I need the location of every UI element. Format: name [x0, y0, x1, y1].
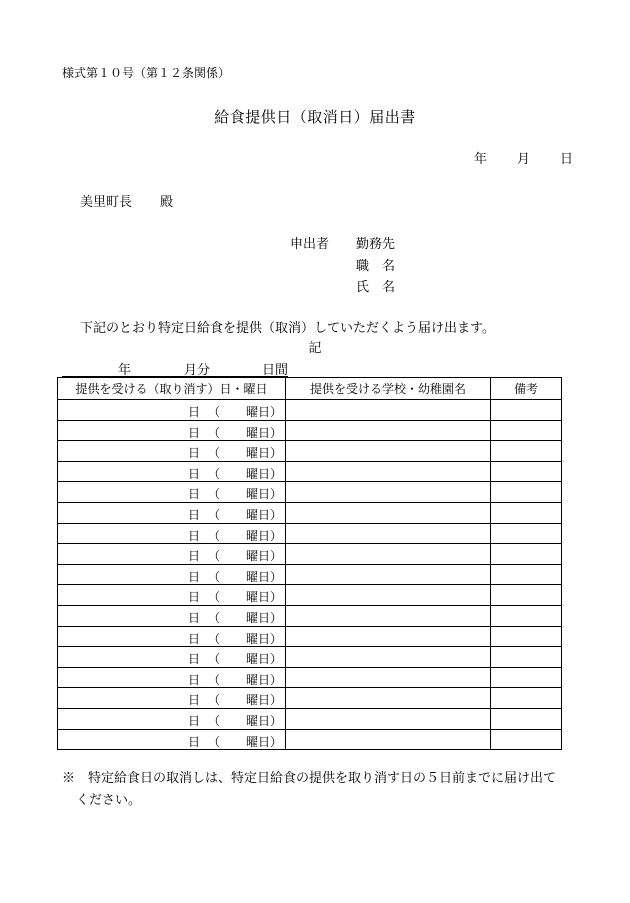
date-month: 月	[517, 152, 531, 167]
ki-heading: 記	[308, 341, 322, 356]
date-cell[interactable]	[58, 441, 286, 462]
table-row	[58, 544, 562, 565]
day-label: 日	[188, 405, 201, 419]
school-cell[interactable]	[286, 482, 491, 503]
period-month: 月分	[184, 363, 211, 378]
remarks-cell[interactable]	[491, 523, 562, 544]
weekday-label: 曜日）	[246, 631, 283, 646]
addressee-name: 美里町長	[80, 195, 133, 210]
date-cell[interactable]	[58, 708, 286, 729]
paren-open: （	[208, 734, 221, 749]
date-cell[interactable]	[58, 544, 286, 565]
school-cell[interactable]	[286, 626, 491, 647]
applicant-block	[290, 234, 395, 299]
date-year: 年	[474, 152, 488, 167]
remarks-cell[interactable]	[491, 400, 562, 421]
document-title: 給食提供日（取消日）届出書	[214, 108, 416, 126]
remarks-cell[interactable]	[491, 729, 562, 750]
school-cell[interactable]	[286, 729, 491, 750]
remarks-cell[interactable]	[491, 605, 562, 626]
weekday-label: 曜日）	[246, 693, 283, 708]
date-cell[interactable]	[58, 564, 286, 585]
date-cell[interactable]	[58, 502, 286, 523]
table-row	[58, 564, 562, 585]
day-label: 日	[188, 734, 201, 749]
school-cell[interactable]	[286, 523, 491, 544]
table-row	[58, 605, 562, 626]
header-date: 提供を受ける（取り消す）日・曜日	[58, 378, 286, 400]
paren-open: （	[208, 652, 221, 667]
school-cell[interactable]	[286, 605, 491, 626]
paren-open: （	[208, 610, 221, 625]
date-cell[interactable]	[58, 420, 286, 441]
table-row	[58, 502, 562, 523]
remarks-cell[interactable]	[491, 585, 562, 606]
day-label: 日	[188, 610, 201, 625]
school-cell[interactable]	[286, 502, 491, 523]
remarks-cell[interactable]	[491, 667, 562, 688]
addressee	[80, 191, 173, 210]
period-days: 日間	[262, 363, 289, 378]
day-label: 日	[188, 528, 201, 543]
applicant-workplace-field: 勤務先	[356, 237, 396, 252]
period-line	[62, 359, 288, 377]
school-cell[interactable]	[286, 441, 491, 462]
schedule-table	[57, 377, 562, 750]
day-label: 日	[188, 713, 201, 728]
date-cell[interactable]	[58, 667, 286, 688]
table-row	[58, 585, 562, 606]
day-label: 日	[188, 631, 201, 646]
day-label: 日	[188, 487, 201, 502]
period-year: 年	[118, 363, 132, 378]
date-cell[interactable]	[58, 523, 286, 544]
weekday-label: 曜日）	[246, 549, 283, 564]
weekday-label: 曜日）	[246, 507, 283, 522]
paren-open: （	[208, 425, 221, 440]
note-line-2: ください。	[76, 793, 142, 808]
table-row	[58, 420, 562, 441]
paren-open: （	[208, 466, 221, 481]
weekday-label: 曜日）	[246, 652, 283, 667]
note-line-1: 特定給食日の取消しは、特定日給食の提供を取り消す日の５日前までに届け出て	[88, 771, 557, 786]
day-label: 日	[188, 590, 201, 605]
note	[62, 768, 556, 812]
applicant-position-field: 職 名	[356, 258, 396, 274]
school-cell[interactable]	[286, 400, 491, 421]
paren-open: （	[208, 446, 221, 461]
remarks-cell[interactable]	[491, 420, 562, 441]
school-cell[interactable]	[286, 688, 491, 709]
date-cell[interactable]	[58, 461, 286, 482]
remarks-cell[interactable]	[491, 708, 562, 729]
paren-open: （	[208, 405, 221, 419]
weekday-label: 曜日）	[246, 713, 283, 728]
date-day: 日	[560, 152, 574, 167]
day-label: 日	[188, 672, 201, 687]
weekday-label: 曜日）	[246, 466, 283, 481]
applicant-label: 申出者	[290, 237, 330, 252]
remarks-cell[interactable]	[491, 502, 562, 523]
applicant-name-field: 氏 名	[356, 280, 396, 295]
paren-open: （	[208, 693, 221, 708]
school-cell[interactable]	[286, 647, 491, 668]
school-cell[interactable]	[286, 461, 491, 482]
remarks-cell[interactable]	[491, 482, 562, 503]
table-row	[58, 482, 562, 503]
date-cell[interactable]	[58, 688, 286, 709]
table-row	[58, 647, 562, 668]
table-row	[58, 688, 562, 709]
date-cell[interactable]	[58, 585, 286, 606]
date-cell[interactable]	[58, 626, 286, 647]
day-label: 日	[188, 466, 201, 481]
table-row	[58, 400, 562, 421]
remarks-cell[interactable]	[491, 647, 562, 668]
school-cell[interactable]	[286, 667, 491, 688]
date-cell[interactable]	[58, 482, 286, 503]
remarks-cell[interactable]	[491, 688, 562, 709]
day-label: 日	[188, 569, 201, 584]
remarks-cell[interactable]	[491, 544, 562, 565]
date-line	[474, 148, 573, 167]
note-mark: ※	[62, 771, 76, 786]
weekday-label: 曜日）	[246, 672, 283, 687]
paren-open: （	[208, 528, 221, 543]
form-number: 様式第１０号（第１２条関係）	[62, 66, 231, 80]
weekday-label: 曜日）	[246, 734, 283, 749]
weekday-label: 曜日）	[246, 446, 283, 461]
table-row	[58, 523, 562, 544]
school-cell[interactable]	[286, 585, 491, 606]
weekday-label: 曜日）	[246, 425, 283, 440]
table-header-row	[58, 378, 562, 400]
addressee-honorific: 殿	[160, 195, 174, 210]
school-cell[interactable]	[286, 544, 491, 565]
school-cell[interactable]	[286, 708, 491, 729]
date-cell[interactable]	[58, 647, 286, 668]
date-cell[interactable]	[58, 605, 286, 626]
table-row	[58, 441, 562, 462]
paren-open: （	[208, 487, 221, 502]
weekday-label: 曜日）	[246, 610, 283, 625]
table-row	[58, 667, 562, 688]
remarks-cell[interactable]	[491, 564, 562, 585]
paren-open: （	[208, 631, 221, 646]
day-label: 日	[188, 425, 201, 440]
date-cell[interactable]	[58, 400, 286, 421]
date-cell[interactable]	[58, 729, 286, 750]
paren-open: （	[208, 569, 221, 584]
body-text: 下記のとおり特定日給食を提供（取消）していただくよう届け出ます。	[80, 321, 495, 336]
weekday-label: 曜日）	[246, 569, 283, 584]
header-remarks: 備考	[491, 378, 562, 400]
remarks-cell[interactable]	[491, 461, 562, 482]
remarks-cell[interactable]	[491, 441, 562, 462]
paren-open: （	[208, 549, 221, 564]
remarks-cell[interactable]	[491, 626, 562, 647]
weekday-label: 曜日）	[246, 405, 283, 419]
day-label: 日	[188, 652, 201, 667]
table-row	[58, 626, 562, 647]
day-label: 日	[188, 693, 201, 708]
day-label: 日	[188, 446, 201, 461]
weekday-label: 曜日）	[246, 528, 283, 543]
weekday-label: 曜日）	[246, 590, 283, 605]
paren-open: （	[208, 672, 221, 687]
day-label: 日	[188, 549, 201, 564]
header-school: 提供を受ける学校・幼稚園名	[286, 378, 491, 400]
table-row	[58, 729, 562, 750]
paren-open: （	[208, 590, 221, 605]
day-label: 日	[188, 507, 201, 522]
table-row	[58, 708, 562, 729]
paren-open: （	[208, 713, 221, 728]
weekday-label: 曜日）	[246, 487, 283, 502]
school-cell[interactable]	[286, 564, 491, 585]
school-cell[interactable]	[286, 420, 491, 441]
paren-open: （	[208, 507, 221, 522]
table-row	[58, 461, 562, 482]
